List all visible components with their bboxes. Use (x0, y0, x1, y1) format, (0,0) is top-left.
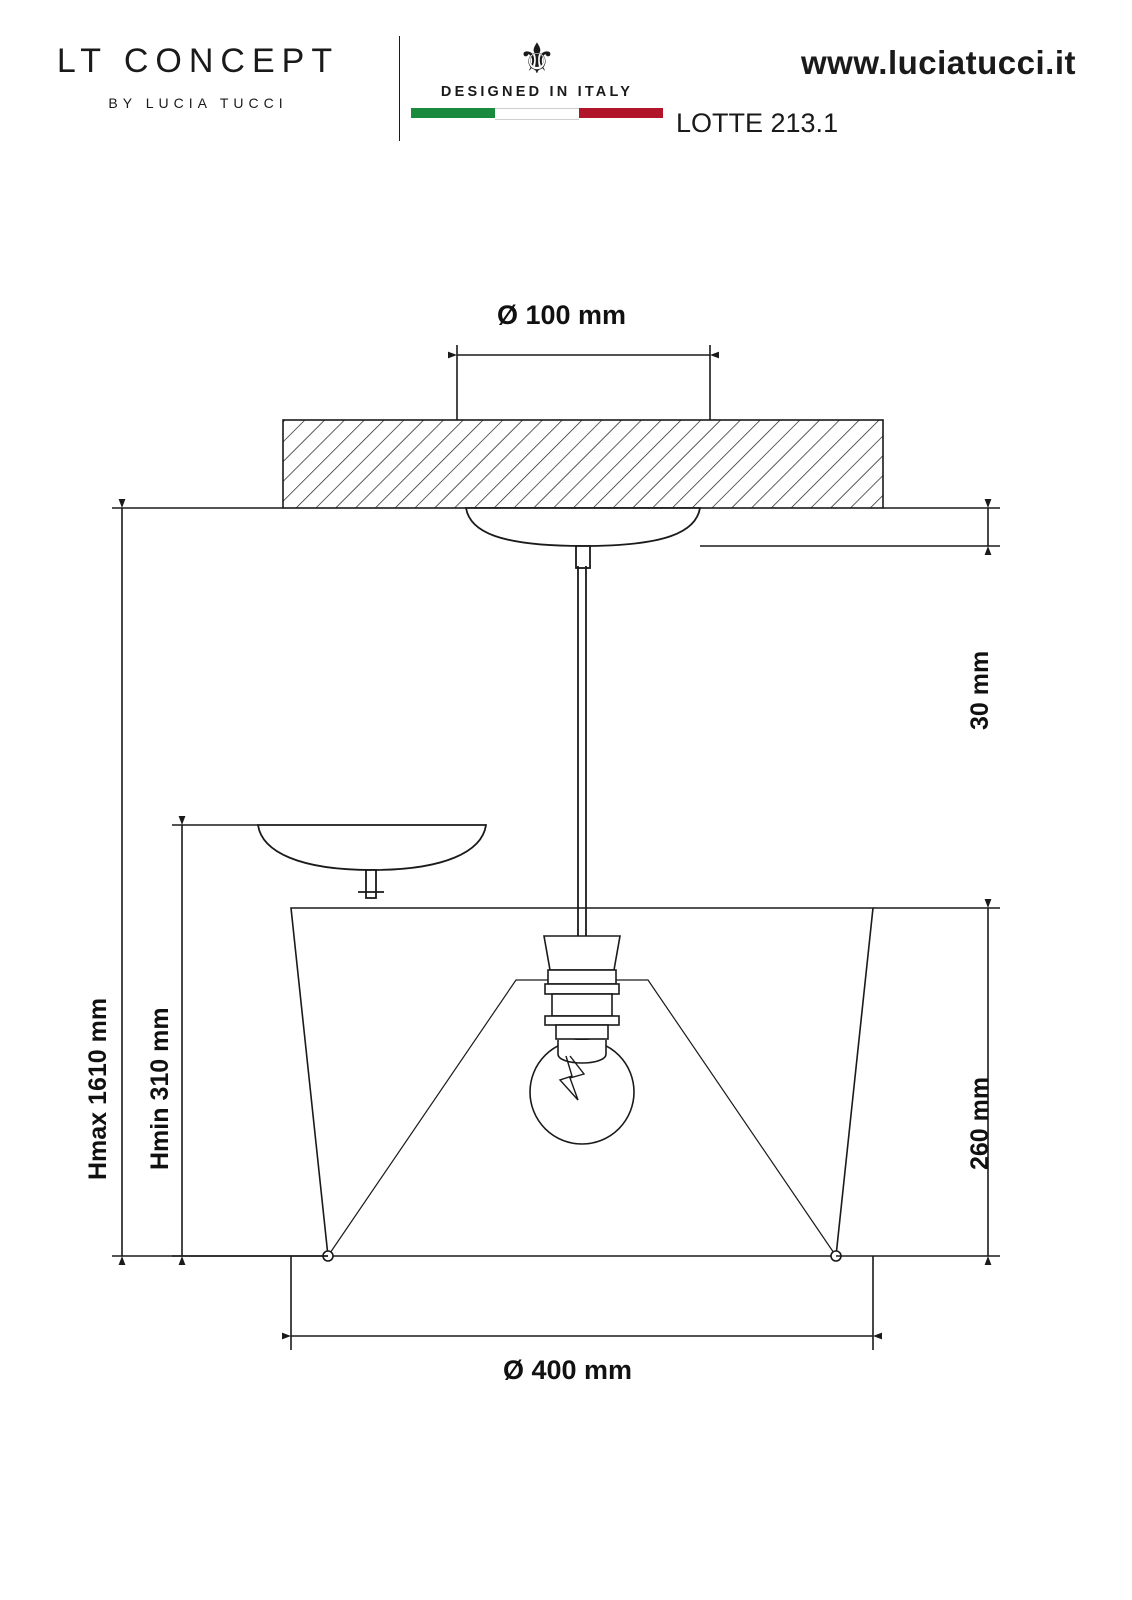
dim-canopy-height (700, 508, 1000, 546)
dim-hmax (112, 508, 328, 1256)
dim-canopy-diameter (457, 345, 710, 420)
italian-flag-icon (411, 108, 663, 118)
suspension-cord (578, 566, 586, 940)
bulb-and-socket (530, 936, 634, 1144)
flag-stripe-green (411, 108, 495, 118)
canopy-detail-view (258, 825, 486, 898)
page-header (0, 0, 1132, 170)
brand-tagline: BY LUCIA TUCCI (108, 95, 288, 111)
ceiling-canopy (466, 508, 700, 568)
brand-name: LT CONCEPT (56, 42, 340, 80)
ceiling-slab (283, 420, 883, 508)
designed-in-italy-block (411, 35, 663, 118)
label-canopy-diameter: Ø 100 mm (497, 300, 627, 330)
fleur-de-lis-icon: ⚜ (518, 35, 556, 82)
website-url[interactable]: www.luciatucci.it (801, 44, 1076, 81)
flag-stripe-red (579, 108, 663, 118)
dim-shade-diameter (291, 1256, 873, 1350)
brand-block (18, 42, 378, 111)
label-shade-height: 260 mm (966, 1076, 994, 1170)
header-divider (399, 36, 400, 141)
label-hmax: Hmax 1610 mm (84, 997, 112, 1180)
label-canopy-height: 30 mm (966, 650, 994, 730)
technical-drawing (0, 170, 1132, 1600)
designed-in-italy-label: DESIGNED IN ITALY (440, 84, 634, 100)
label-hmin: Hmin 310 mm (146, 1007, 174, 1170)
flag-stripe-white (495, 108, 579, 120)
model-name: LOTTE 213.1 (676, 108, 839, 138)
label-shade-diameter: Ø 400 mm (503, 1355, 633, 1385)
